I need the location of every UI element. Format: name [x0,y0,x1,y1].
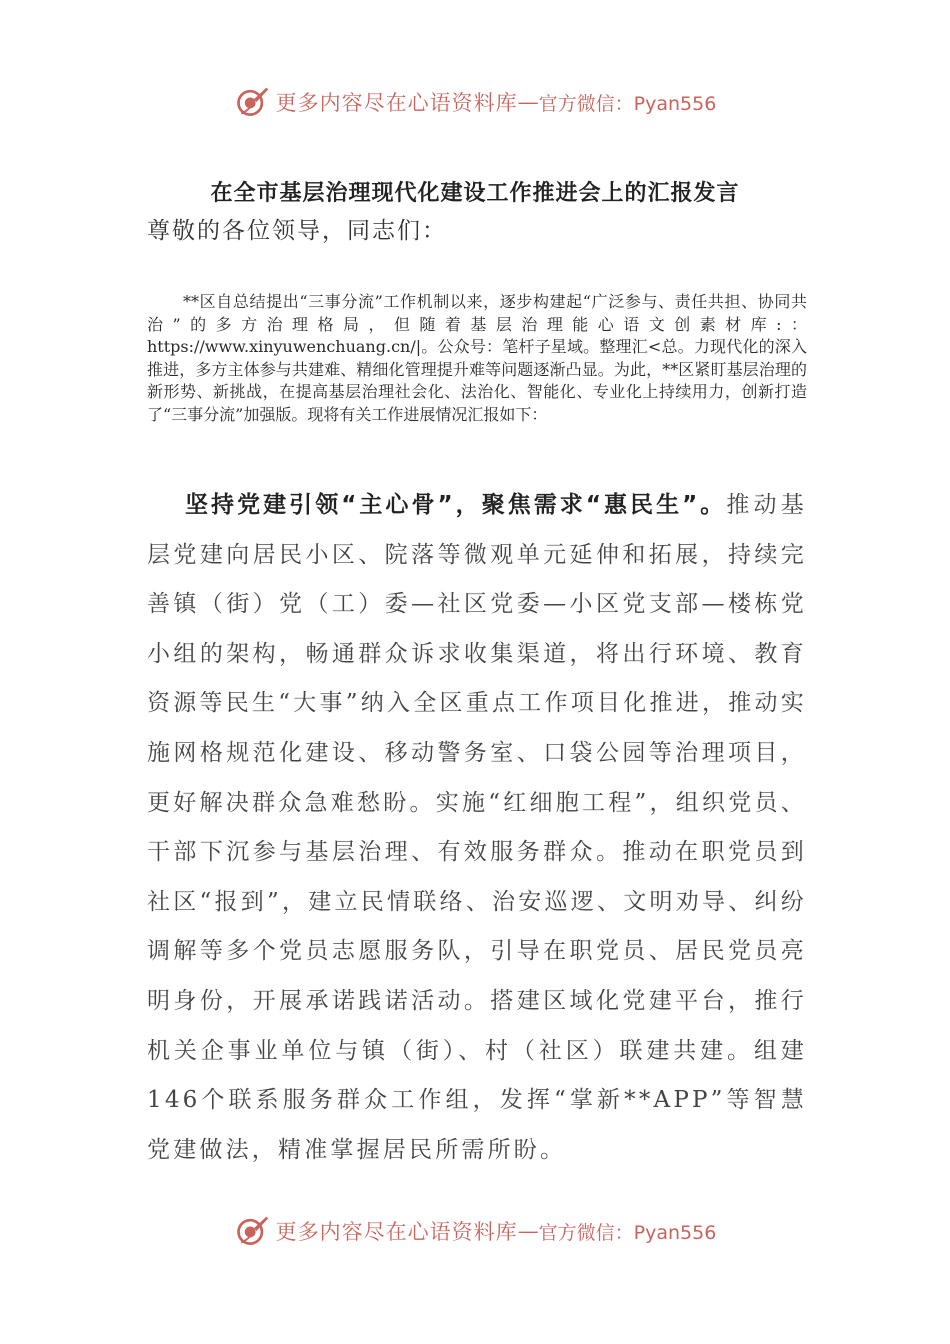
section-lead: 坚持党建引领“主心骨”，聚焦需求“惠民生”。 [185,492,727,518]
watermark-banner-bottom [0,1209,950,1253]
watermark-separator: — [517,1219,539,1243]
watermark-wechat-text: 官方微信：Pyan556 [538,92,717,115]
greeting: 尊敬的各位领导，同志们： [147,218,447,244]
pen-nib-circle-icon [234,84,270,120]
intro-paragraph: **区自总结提出“三事分流”工作机制以来，逐步构建起“广泛参与、责任共担、协同共治”的多方治理格局，但随着基层治理能心语文创素材库:：https://www.xinyuwenchuang.cn/|。公众号：笔杆子星域。整理汇<总。力现代化的深入推进，多方主体参与共建难、精细化管理提升难等问题逐渐凸显。为此，**区紧盯基层治理的新形势、新挑战，在提高基层治理社会化、法治化、智能化、专业化上持续用力，创新打造了“三事分流”加强版。现将有关工作进展情况汇报如下： [147,292,807,424]
watermark-main-text: 更多内容尽在心语资料库 [275,1220,518,1244]
watermark-banner-top [0,80,950,124]
pen-nib-circle-icon [234,1213,270,1249]
watermark-separator: — [517,90,539,114]
watermark-wechat-text: 官方微信：Pyan556 [538,1221,717,1244]
section-body: 推动基层党建向居民小区、院落等微观单元延伸和拓展，持续完善镇（街）党（工）委—社区党委—小区党支部—楼栋党小组的架构，畅通群众诉求收集渠道，将出行环境、教育资源等民生“大事”纳入全区重点工作项目化推进，推动实施网格规范化建设、移动警务室、口袋公园等治理项目，更好解决群众急难愁盼。实施“红细胞工程”，组织党员、干部下沉参与基层治理、有效服务群众。推动在职党员到社区“报到”，建立民情联络、治安巡逻、文明劝导、纠纷调解等多个党员志愿服务队，引导在职党员、居民党员亮明身份，开展承诺践诺活动。搭建区域化党建平台，推行机关企事业单位与镇（街）、村（社区）联建共建。组建146个联系服务群众工作组，发挥“掌新**APP”等智慧党建做法，精准掌握居民所需所盼。 [147,492,807,1163]
watermark-main-text: 更多内容尽在心语资料库 [275,91,518,115]
section-paragraph [147,481,807,1175]
document-title: 在全市基层治理现代化建设工作推进会上的汇报发言 [210,181,740,206]
